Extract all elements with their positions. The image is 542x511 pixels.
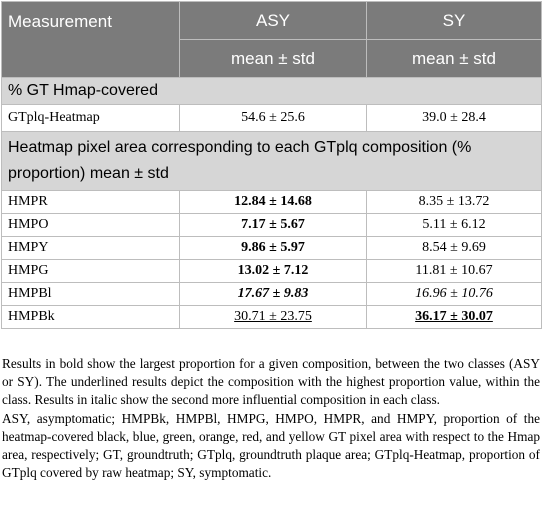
section-title-gt-hmap-covered: % GT Hmap-covered	[2, 78, 542, 105]
results-table	[1, 1, 542, 329]
asy-value: 13.02 ± 7.12	[180, 260, 367, 283]
footnote-formatting: Results in bold show the largest proportion for a given composition, between the two classes (ASY or SY). The underlined results depict the composition with the highest proportion value, within the class. Results in italic show the second more influential composition in each class.	[2, 356, 540, 407]
asy-value: 12.84 ± 14.68	[180, 191, 367, 214]
row-label: HMPR	[2, 191, 180, 214]
asy-value: 30.71 ± 23.75	[180, 306, 367, 329]
header-asy: ASY	[180, 2, 367, 40]
header-asy-subtitle: mean ± std	[180, 40, 367, 78]
footnote-abbreviations: ASY, asymptomatic; HMPBk, HMPBl, HMPG, HMPO, HMPR, and HMPY, proportion of the heatmap-covered black, blue, green, orange, red, and yellow GT pixel area with respect to the Hmap area, respectively; GT, groundtruth; GTplq, groundtruth plaque area; GTplq-Heatmap, proportion of GTplq covered by raw heatmap; SY, symptomatic.	[2, 411, 540, 480]
sy-value: 8.54 ± 9.69	[367, 237, 542, 260]
asy-value: 7.17 ± 5.67	[180, 214, 367, 237]
row-label: HMPBl	[2, 283, 180, 306]
table-row	[2, 306, 542, 329]
row-label: HMPO	[2, 214, 180, 237]
asy-value: 54.6 ± 25.6	[180, 105, 367, 132]
table-row	[2, 214, 542, 237]
row-label: HMPG	[2, 260, 180, 283]
sy-value: 16.96 ± 10.76	[367, 283, 542, 306]
table-row	[2, 237, 542, 260]
section-title-heatmap-pixel-area: Heatmap pixel area corresponding to each GTplq composition (% proportion) mean ± std	[2, 132, 542, 191]
sy-value: 5.11 ± 6.12	[367, 214, 542, 237]
sy-value: 36.17 ± 30.07	[367, 306, 542, 329]
sy-value: 39.0 ± 28.4	[367, 105, 542, 132]
header-measurement: Measurement	[2, 2, 180, 78]
row-label: HMPBk	[2, 306, 180, 329]
table-row	[2, 260, 542, 283]
sy-value: 11.81 ± 10.67	[367, 260, 542, 283]
row-label: GTplq-Heatmap	[2, 105, 180, 132]
table-row	[2, 283, 542, 306]
table-footnotes	[2, 355, 540, 482]
table-row	[2, 191, 542, 214]
row-label: HMPY	[2, 237, 180, 260]
sy-value: 8.35 ± 13.72	[367, 191, 542, 214]
asy-value: 17.67 ± 9.83	[180, 283, 367, 306]
header-sy: SY	[367, 2, 542, 40]
asy-value: 9.86 ± 5.97	[180, 237, 367, 260]
header-sy-subtitle: mean ± std	[367, 40, 542, 78]
table-row	[2, 105, 542, 132]
